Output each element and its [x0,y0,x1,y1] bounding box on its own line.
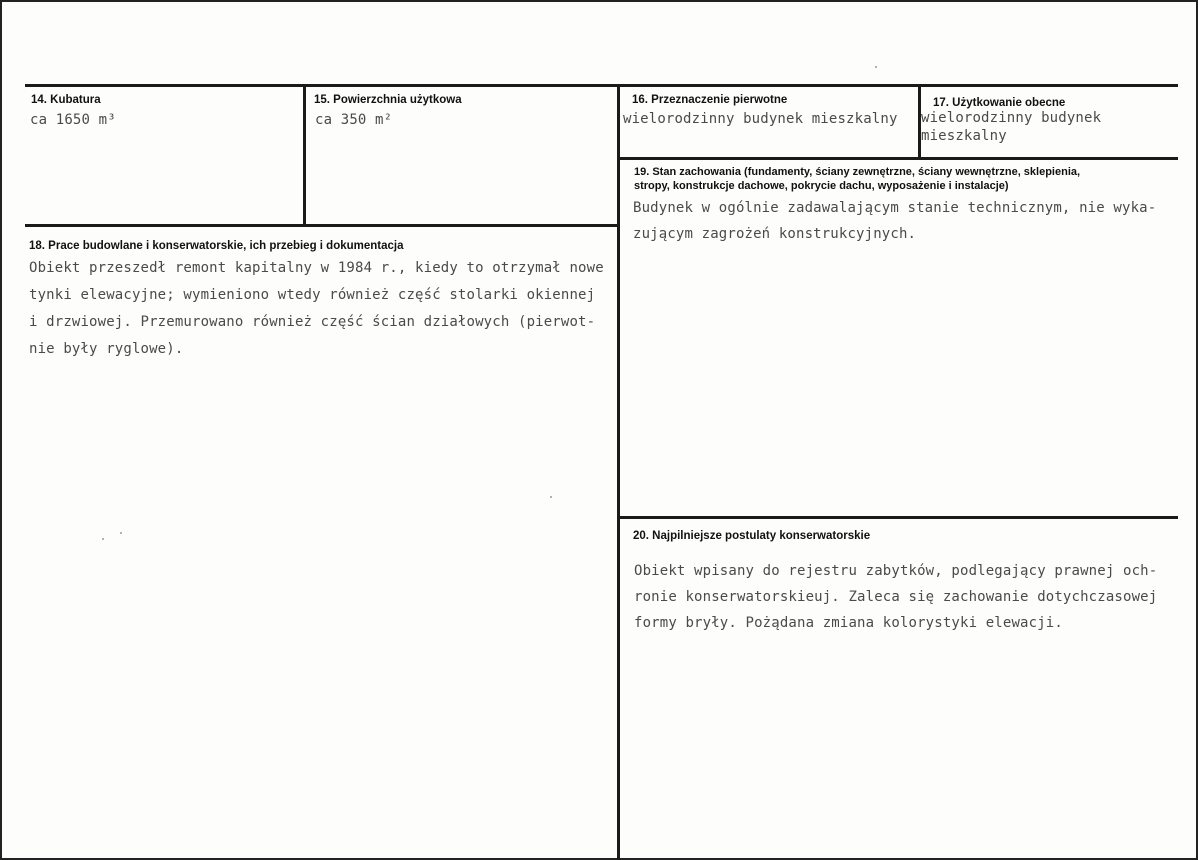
field-19-label: 19. Stan zachowania (fundamenty, ściany zewnętrzne, ściany wewnętrzne, sklepienia, stropy, konstrukcje dachowe, pokrycie dachu, wyposażenie i instalacje) [634,166,1081,192]
field-20-value: Obiekt wpisany do rejestru zabytków, podlegający prawnej och- ronie konserwatorskieuj. Zaleca się zachowanie dotychczasowej formy bryły. Pożądana zmiana kolorystyki elewacji. [634,563,1158,631]
field-14-value: ca 1650 m³ [30,112,116,128]
paper-speck [875,66,877,68]
row-divider-right-lower [619,516,1178,519]
paper-speck [550,496,552,498]
field-20-label: 20. Najpilniejsze postulaty konserwatorskie [633,530,871,542]
field-19-value: Budynek w ogólnie zadawalającym stanie technicznym, nie wyka- zującym zagrożeń konstrukcyjnych. [633,200,1157,242]
row-divider-left [25,224,619,227]
field-15-label: 15. Powierzchnia użytkowa [314,94,462,106]
field-18-value: Obiekt przeszedł remont kapitalny w 1984 r., kiedy to otrzymał nowe tynki elewacyjne; wymieniono wtedy również część stolarki okiennej i drzwiowej. Przemurowano również część ścian działowych (pierwot- nie były ryglowe). [29,260,604,357]
paper-speck [102,538,104,540]
field-18-label: 18. Prace budowlane i konserwatorskie, ich przebieg i dokumentacja [29,240,404,252]
field-17-label: 17. Użytkowanie obecne [933,97,1066,109]
field-14-label: 14. Kubatura [31,94,101,106]
column-divider-14-15 [303,84,306,226]
field-16-value: wielorodzinny budynek mieszkalny [623,111,898,127]
field-15-value: ca 350 m² [315,112,393,128]
field-17-value: wielorodzinny budynek mieszkalny [921,110,1102,144]
row-divider-right-upper [619,157,1178,160]
paper-speck [120,532,122,534]
top-rule [25,84,1178,87]
field-16-label: 16. Przeznaczenie pierwotne [632,94,788,106]
column-divider-main [617,84,620,860]
